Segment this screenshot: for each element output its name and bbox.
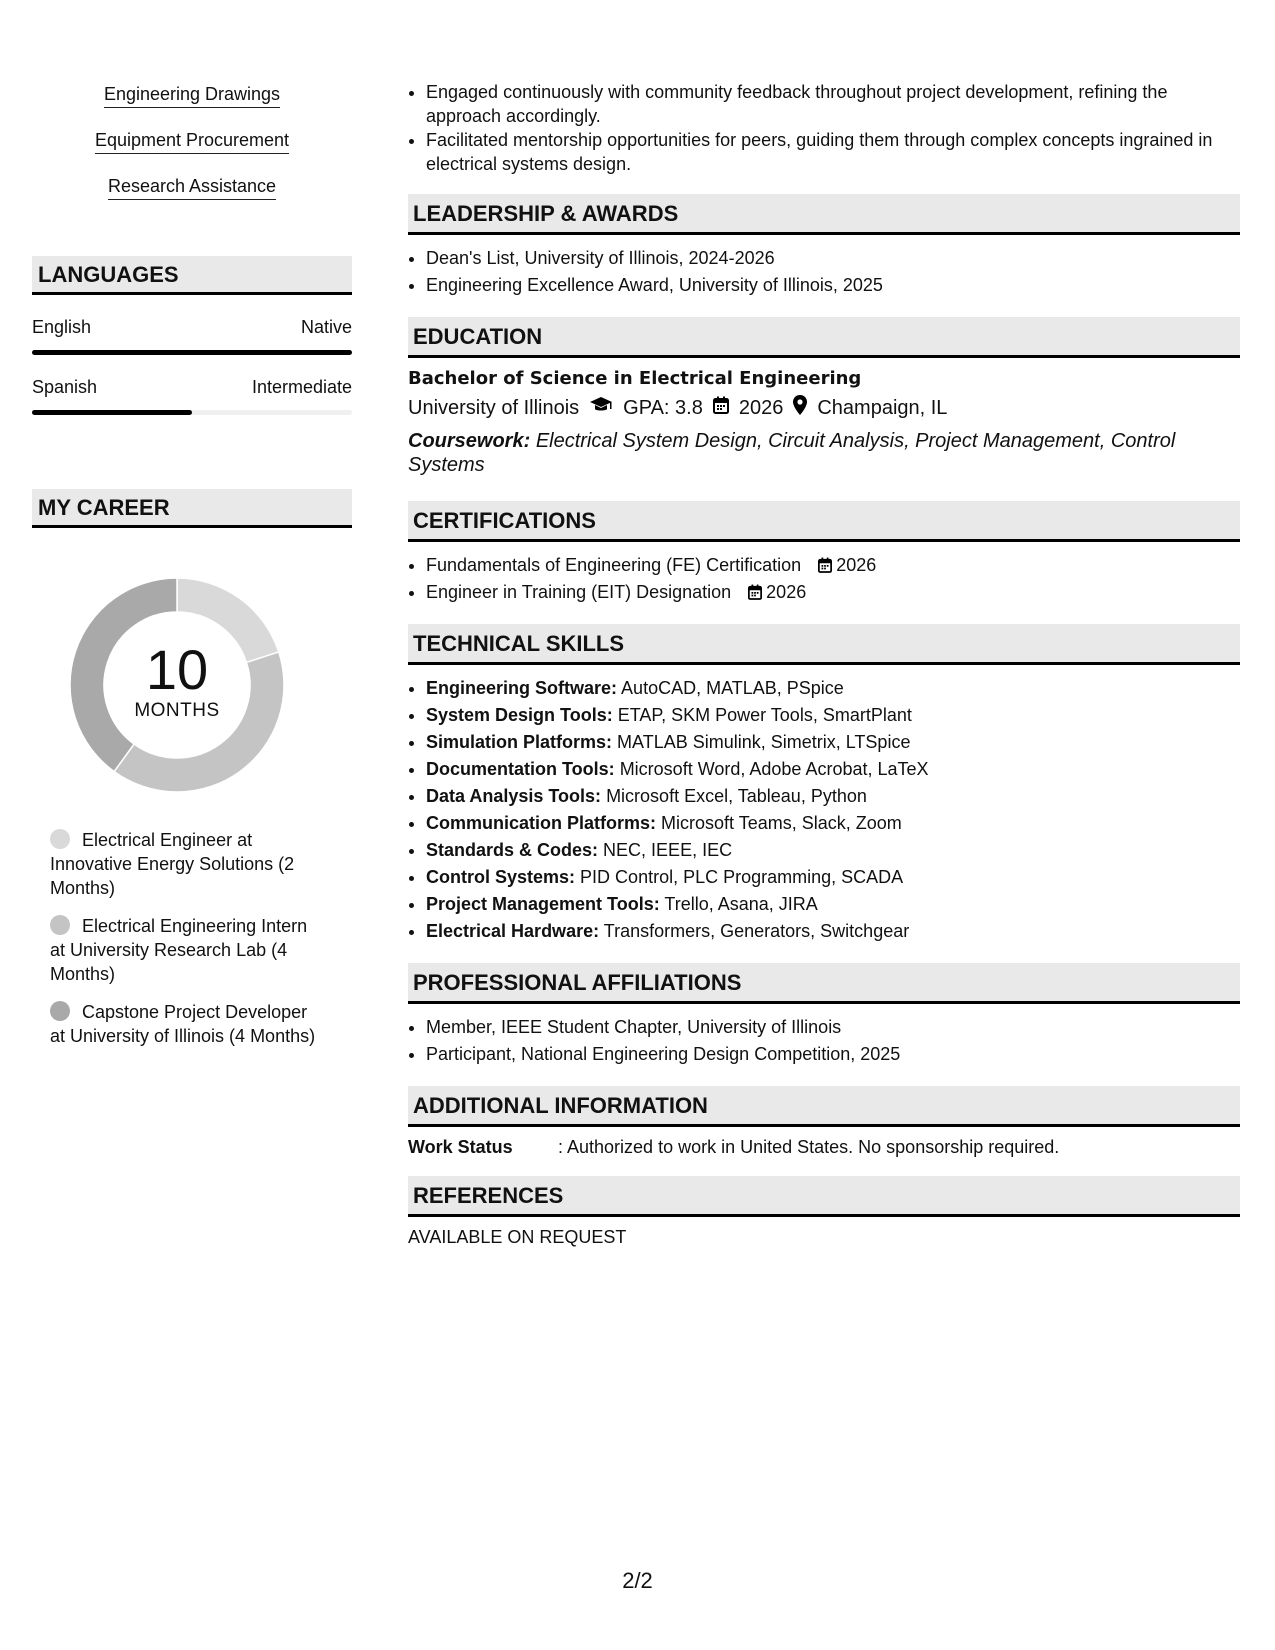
certification-date [748, 582, 806, 602]
leadership-heading: LEADERSHIP & AWARDS [408, 194, 1240, 235]
list-item [426, 864, 1240, 891]
skill-tags [32, 84, 352, 222]
skill-label: Engineering Software: [426, 678, 618, 698]
languages-heading: LANGUAGES [32, 256, 352, 295]
certification-year: 2026 [766, 582, 807, 602]
education-heading: EDUCATION [408, 317, 1240, 358]
skill-label: Communication Platforms: [426, 813, 657, 833]
list-item [426, 702, 1240, 729]
career-total-value: 10 [145, 638, 209, 701]
skill-tag: Equipment Procurement [95, 130, 289, 154]
skill-value: AutoCAD, MATLAB, PSpice [621, 678, 844, 698]
skill-label: Project Management Tools: [426, 894, 660, 914]
skill-label: Documentation Tools: [426, 759, 615, 779]
affiliations-list [408, 1014, 1240, 1068]
list-item [426, 729, 1240, 756]
calendar-icon [818, 557, 832, 573]
career-item-text: Electrical Engineering Intern at University Research Lab (4 Months) [50, 916, 308, 984]
donut-center [62, 570, 292, 800]
skill-value: MATLAB Simulink, Simetrix, LTSpice [617, 732, 911, 752]
additional-info-heading: ADDITIONAL INFORMATION [408, 1086, 1240, 1127]
language-name: Spanish [32, 377, 98, 397]
references-heading: REFERENCES [408, 1176, 1240, 1217]
education-degree: Bachelor of Science in Electrical Engineering [408, 368, 862, 389]
education-school: University of Illinois [408, 396, 580, 419]
career-item-text: Capstone Project Developer at University of Illinois (4 Months) [50, 1002, 316, 1046]
language-bar-fill [32, 410, 192, 415]
certification-name: Engineer in Training (EIT) Designation [426, 582, 732, 602]
page-number: 2/2 [622, 1568, 653, 1593]
language-bar [32, 410, 352, 415]
skill-tag: Engineering Drawings [104, 84, 280, 108]
career-item [50, 828, 320, 900]
list-item [426, 918, 1240, 945]
list-item: • Dean's List, University of Illinois, 2024-2026 [426, 245, 1240, 272]
work-status-label: Work Status [408, 1137, 513, 1157]
affiliations-heading: PROFESSIONAL AFFILIATIONS [408, 963, 1240, 1004]
certifications-list [408, 552, 1240, 606]
language-bar-fill [32, 350, 352, 355]
list-item [426, 837, 1240, 864]
list-item: • Engineering Excellence Award, University of Illinois, 2025 [426, 272, 1240, 299]
career-item [50, 1000, 320, 1048]
calendar-icon [748, 584, 762, 600]
coursework-text: Electrical System Design, Circuit Analysis, Project Management, Control Systems [408, 430, 1176, 476]
certifications-heading: CERTIFICATIONS [408, 501, 1240, 542]
work-status-value: : Authorized to work in United States. No sponsorship required. [558, 1137, 1060, 1157]
skill-label: Standards & Codes: [426, 840, 599, 860]
technical-skills-list [408, 675, 1240, 945]
language-level: Native [300, 317, 352, 337]
career-heading: MY CAREER [32, 489, 352, 528]
coursework-label: Coursework: [408, 430, 531, 452]
list-item [426, 891, 1240, 918]
list-item: • Engaged continuously with community feedback throughout project development, refining the approach accordingly. [426, 80, 1240, 128]
career-item [50, 914, 320, 986]
legend-dot-icon [50, 829, 70, 849]
language-name: English [32, 317, 92, 337]
list-item [426, 579, 1240, 606]
skill-value: NEC, IEEE, IEC [603, 840, 733, 860]
right-column [408, 80, 1240, 1248]
career-list [50, 828, 352, 1048]
skill-tag: Research Assistance [108, 176, 276, 200]
list-item [426, 756, 1240, 783]
skill-value: Microsoft Word, Adobe Acrobat, LaTeX [619, 759, 929, 779]
list-item [426, 675, 1240, 702]
list-item [426, 810, 1240, 837]
list-item [426, 783, 1240, 810]
education-location: Champaign, IL [817, 396, 948, 419]
certification-year: 2026 [836, 555, 877, 575]
skill-label: Control Systems: [426, 867, 576, 887]
list-item: • Facilitated mentorship opportunities for peers, guiding them through complex concepts ingrained in electrical systems design. [426, 128, 1240, 176]
education-details [408, 395, 1240, 421]
skill-value: Transformers, Generators, Switchgear [603, 921, 910, 941]
education-coursework [408, 429, 1240, 477]
skill-label: Electrical Hardware: [426, 921, 600, 941]
legend-dot-icon [50, 915, 70, 935]
list-item: • Participant, National Engineering Design Competition, 2025 [426, 1041, 1240, 1068]
skill-label: Data Analysis Tools: [426, 786, 602, 806]
skill-value: PID Control, PLC Programming, SCADA [580, 867, 904, 887]
language-level: Intermediate [251, 377, 352, 397]
education-gpa: GPA: 3.8 [623, 396, 703, 419]
education-year: 2026 [738, 396, 784, 419]
language-item [32, 377, 352, 415]
skill-value: Trello, Asana, JIRA [664, 894, 818, 914]
list-item: • Member, IEEE Student Chapter, University of Illinois [426, 1014, 1240, 1041]
leadership-list [408, 245, 1240, 299]
work-status-row [408, 1137, 1240, 1158]
skill-value: ETAP, SKM Power Tools, SmartPlant [617, 705, 912, 725]
career-total-unit: MONTHS [134, 700, 220, 721]
career-item-text: Electrical Engineer at Innovative Energy Solutions (2 Months) [50, 830, 295, 898]
language-item [32, 317, 352, 355]
career-donut-chart [62, 570, 292, 800]
certification-date [818, 555, 876, 575]
experience-bullets [408, 80, 1240, 176]
skill-value: Microsoft Excel, Tableau, Python [606, 786, 867, 806]
calendar-icon [713, 396, 729, 420]
list-item [426, 552, 1240, 579]
certification-name: Fundamentals of Engineering (FE) Certification [426, 555, 802, 575]
skill-label: Simulation Platforms: [426, 732, 613, 752]
skill-label: System Design Tools: [426, 705, 613, 725]
location-pin-icon [793, 395, 807, 421]
language-bar [32, 350, 352, 355]
left-column [32, 84, 352, 1062]
references-text: AVAILABLE ON REQUEST [408, 1227, 627, 1247]
legend-dot-icon [50, 1001, 70, 1021]
skill-value: Microsoft Teams, Slack, Zoom [661, 813, 902, 833]
technical-skills-heading: TECHNICAL SKILLS [408, 624, 1240, 665]
graduation-cap-icon [589, 396, 613, 420]
